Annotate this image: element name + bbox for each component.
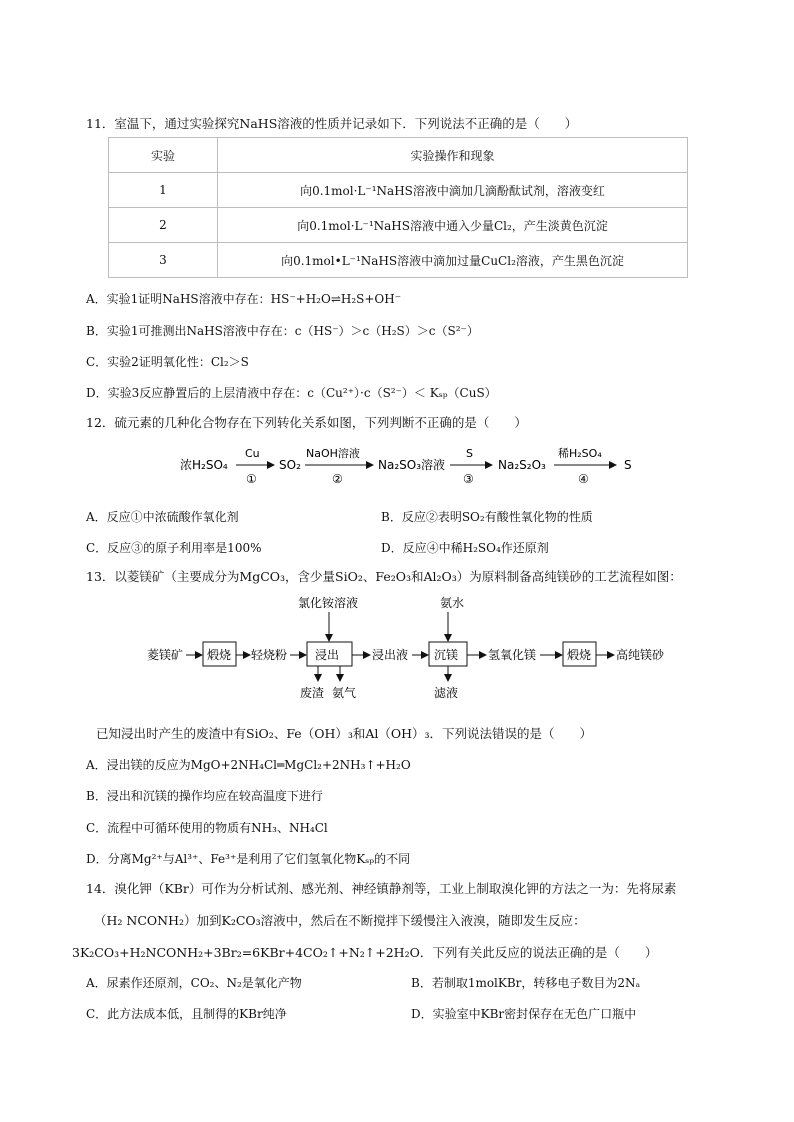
table-cell: 3 — [109, 243, 218, 278]
q13-stem: 13．以菱镁矿（主要成分为MgCO₃，含少量SiO₂、Fe₂O₃和Al₂O₃）为原料制备高纯镁砂的工艺流程如图： — [86, 569, 682, 584]
q11-stem: 11．室温下，通过实验探究NaHS溶液的性质并记录如下．下列说法不正确的是（ ） — [86, 116, 578, 131]
table-cell: 1 — [109, 173, 218, 208]
q12-option-d: D．反应④中稀H₂SO₄作还原剂 — [381, 541, 549, 555]
table-row — [109, 208, 688, 243]
flow-mg-hydroxide: 氢氧化镁 — [488, 648, 537, 662]
q11-option-c: C．实验2证明氧化性：Cl₂＞S — [86, 355, 249, 369]
flow-nh4cl-solution: 氯化铵溶液 — [298, 596, 359, 610]
table-cell: 向0.1mol•L⁻¹NaHS溶液中滴加过量CuCl₂溶液，产生黑色沉淀 — [218, 243, 688, 278]
q14-stem-line-1: 14．溴化钾（KBr）可作为分析试剂、感光剂、神经镇静剂等，工业上制取溴化钾的方法之一为：先将尿素 — [86, 881, 677, 896]
flow-filtrate: 滤液 — [434, 686, 459, 700]
flow-calcine-2: 煅烧 — [567, 648, 592, 662]
q14-option-d: D．实验室中KBr密封保存在无色广口瓶中 — [411, 1007, 637, 1021]
flow-raw-material: 菱镁矿 — [147, 648, 184, 662]
q11-option-a: A．实验1证明NaHS溶液中存在：HS⁻+H₂O⇌H₂S+OH⁻ — [86, 292, 402, 306]
q12-stem: 12．硫元素的几种化合物存在下列转化关系如图，下列判断不正确的是（ ） — [86, 415, 527, 430]
flow-leach: 浸出 — [315, 648, 340, 662]
flow-leachate: 浸出液 — [372, 648, 409, 662]
species-na2s2o3: Na₂S₂O₃ — [498, 458, 546, 472]
step-1-label: ① — [246, 472, 257, 486]
q13-note: 已知浸出时产生的废渣中有SiO₂、Fe（OH）₃和Al（OH）₃．下列说法错误的是（ ） — [96, 726, 593, 741]
reagent-cu: Cu — [245, 447, 260, 460]
reagent-s: S — [466, 447, 473, 460]
table-cell: 2 — [109, 208, 218, 243]
q13-option-d: D．分离Mg²⁺与Al³⁺、Fe³⁺是利用了它们氢氧化物Kₛₚ的不同 — [86, 852, 411, 866]
table-header: 实验 — [109, 138, 218, 173]
table-row — [109, 243, 688, 278]
q13-option-b: B．浸出和沉镁的操作均应在较高温度下进行 — [86, 789, 323, 803]
q12-option-a: A．反应①中浓硫酸作氧化剂 — [86, 510, 239, 524]
table-header: 实验操作和现象 — [218, 138, 688, 173]
q11-option-d: D．实验3反应静置后的上层清液中存在：c（Cu²⁺）·c（S²⁻）＜ Kₛₚ（CuS） — [86, 386, 497, 400]
q12-conversion-diagram — [0, 440, 794, 490]
q13-option-c: C．流程中可循环使用的物质有NH₃、NH₄Cl — [86, 821, 328, 835]
step-4-label: ④ — [578, 472, 589, 486]
reagent-dilute-h2so4: 稀H₂SO₄ — [558, 447, 602, 460]
table-header-row — [109, 138, 688, 173]
q11-option-b: B．实验1可推测出NaHS溶液中存在：c（HS⁻）＞c（H₂S）＞c（S²⁻） — [86, 324, 479, 338]
flow-light-powder: 轻烧粉 — [251, 648, 288, 662]
table-cell: 向0.1mol·L⁻¹NaHS溶液中通入少量Cl₂，产生淡黄色沉淀 — [218, 208, 688, 243]
q14-stem-line-2: （H₂ NCONH₂）加到K₂CO₃溶液中，然后在不断搅拌下缓慢注入液溴，随即发生反应： — [94, 913, 586, 928]
q11-experiment-table — [108, 137, 688, 278]
species-conc-h2so4: 浓H₂SO₄ — [180, 458, 228, 472]
species-s: S — [624, 458, 632, 472]
q13-option-a: A．浸出镁的反应为MgO+2NH₄Cl═MgCl₂+2NH₃↑+H₂O — [86, 758, 411, 772]
species-so2: SO₂ — [279, 458, 301, 472]
q14-stem-line-3: 3K₂CO₃+H₂NCONH₂+3Br₂=6KBr+4CO₂↑+N₂↑+2H₂O．下列有关此反应的说法正确的是（ ） — [72, 945, 658, 960]
step-3-label: ③ — [463, 472, 474, 486]
q14-option-a: A．尿素作还原剂，CO₂、N₂是氧化产物 — [86, 976, 302, 990]
flow-waste-residue: 废渣 — [300, 686, 325, 700]
flow-precipitate-mg: 沉镁 — [434, 648, 459, 662]
table-row — [109, 173, 688, 208]
step-2-label: ② — [332, 472, 343, 486]
q12-option-b: B．反应②表明SO₂有酸性氧化物的性质 — [381, 510, 593, 524]
table-cell: 向0.1mol·L⁻¹NaHS溶液中滴加几滴酚酞试剂，溶液变红 — [218, 173, 688, 208]
q12-option-c: C．反应③的原子利用率是100% — [86, 541, 262, 555]
flow-calcine-1: 煅烧 — [207, 648, 232, 662]
q14-option-b: B．若制取1molKBr，转移电子数目为2Nₐ — [411, 976, 641, 990]
reagent-naoh: NaOH溶液 — [306, 447, 360, 460]
flow-product: 高纯镁砂 — [616, 648, 665, 662]
species-na2so3: Na₂SO₃溶液 — [378, 458, 446, 472]
q14-option-c: C．此方法成本低，且制得的KBr纯净 — [86, 1007, 287, 1021]
q13-process-flowchart — [0, 595, 794, 715]
flow-ammonia-gas: 氨气 — [332, 686, 357, 700]
flow-ammonia-water: 氨水 — [440, 596, 465, 610]
